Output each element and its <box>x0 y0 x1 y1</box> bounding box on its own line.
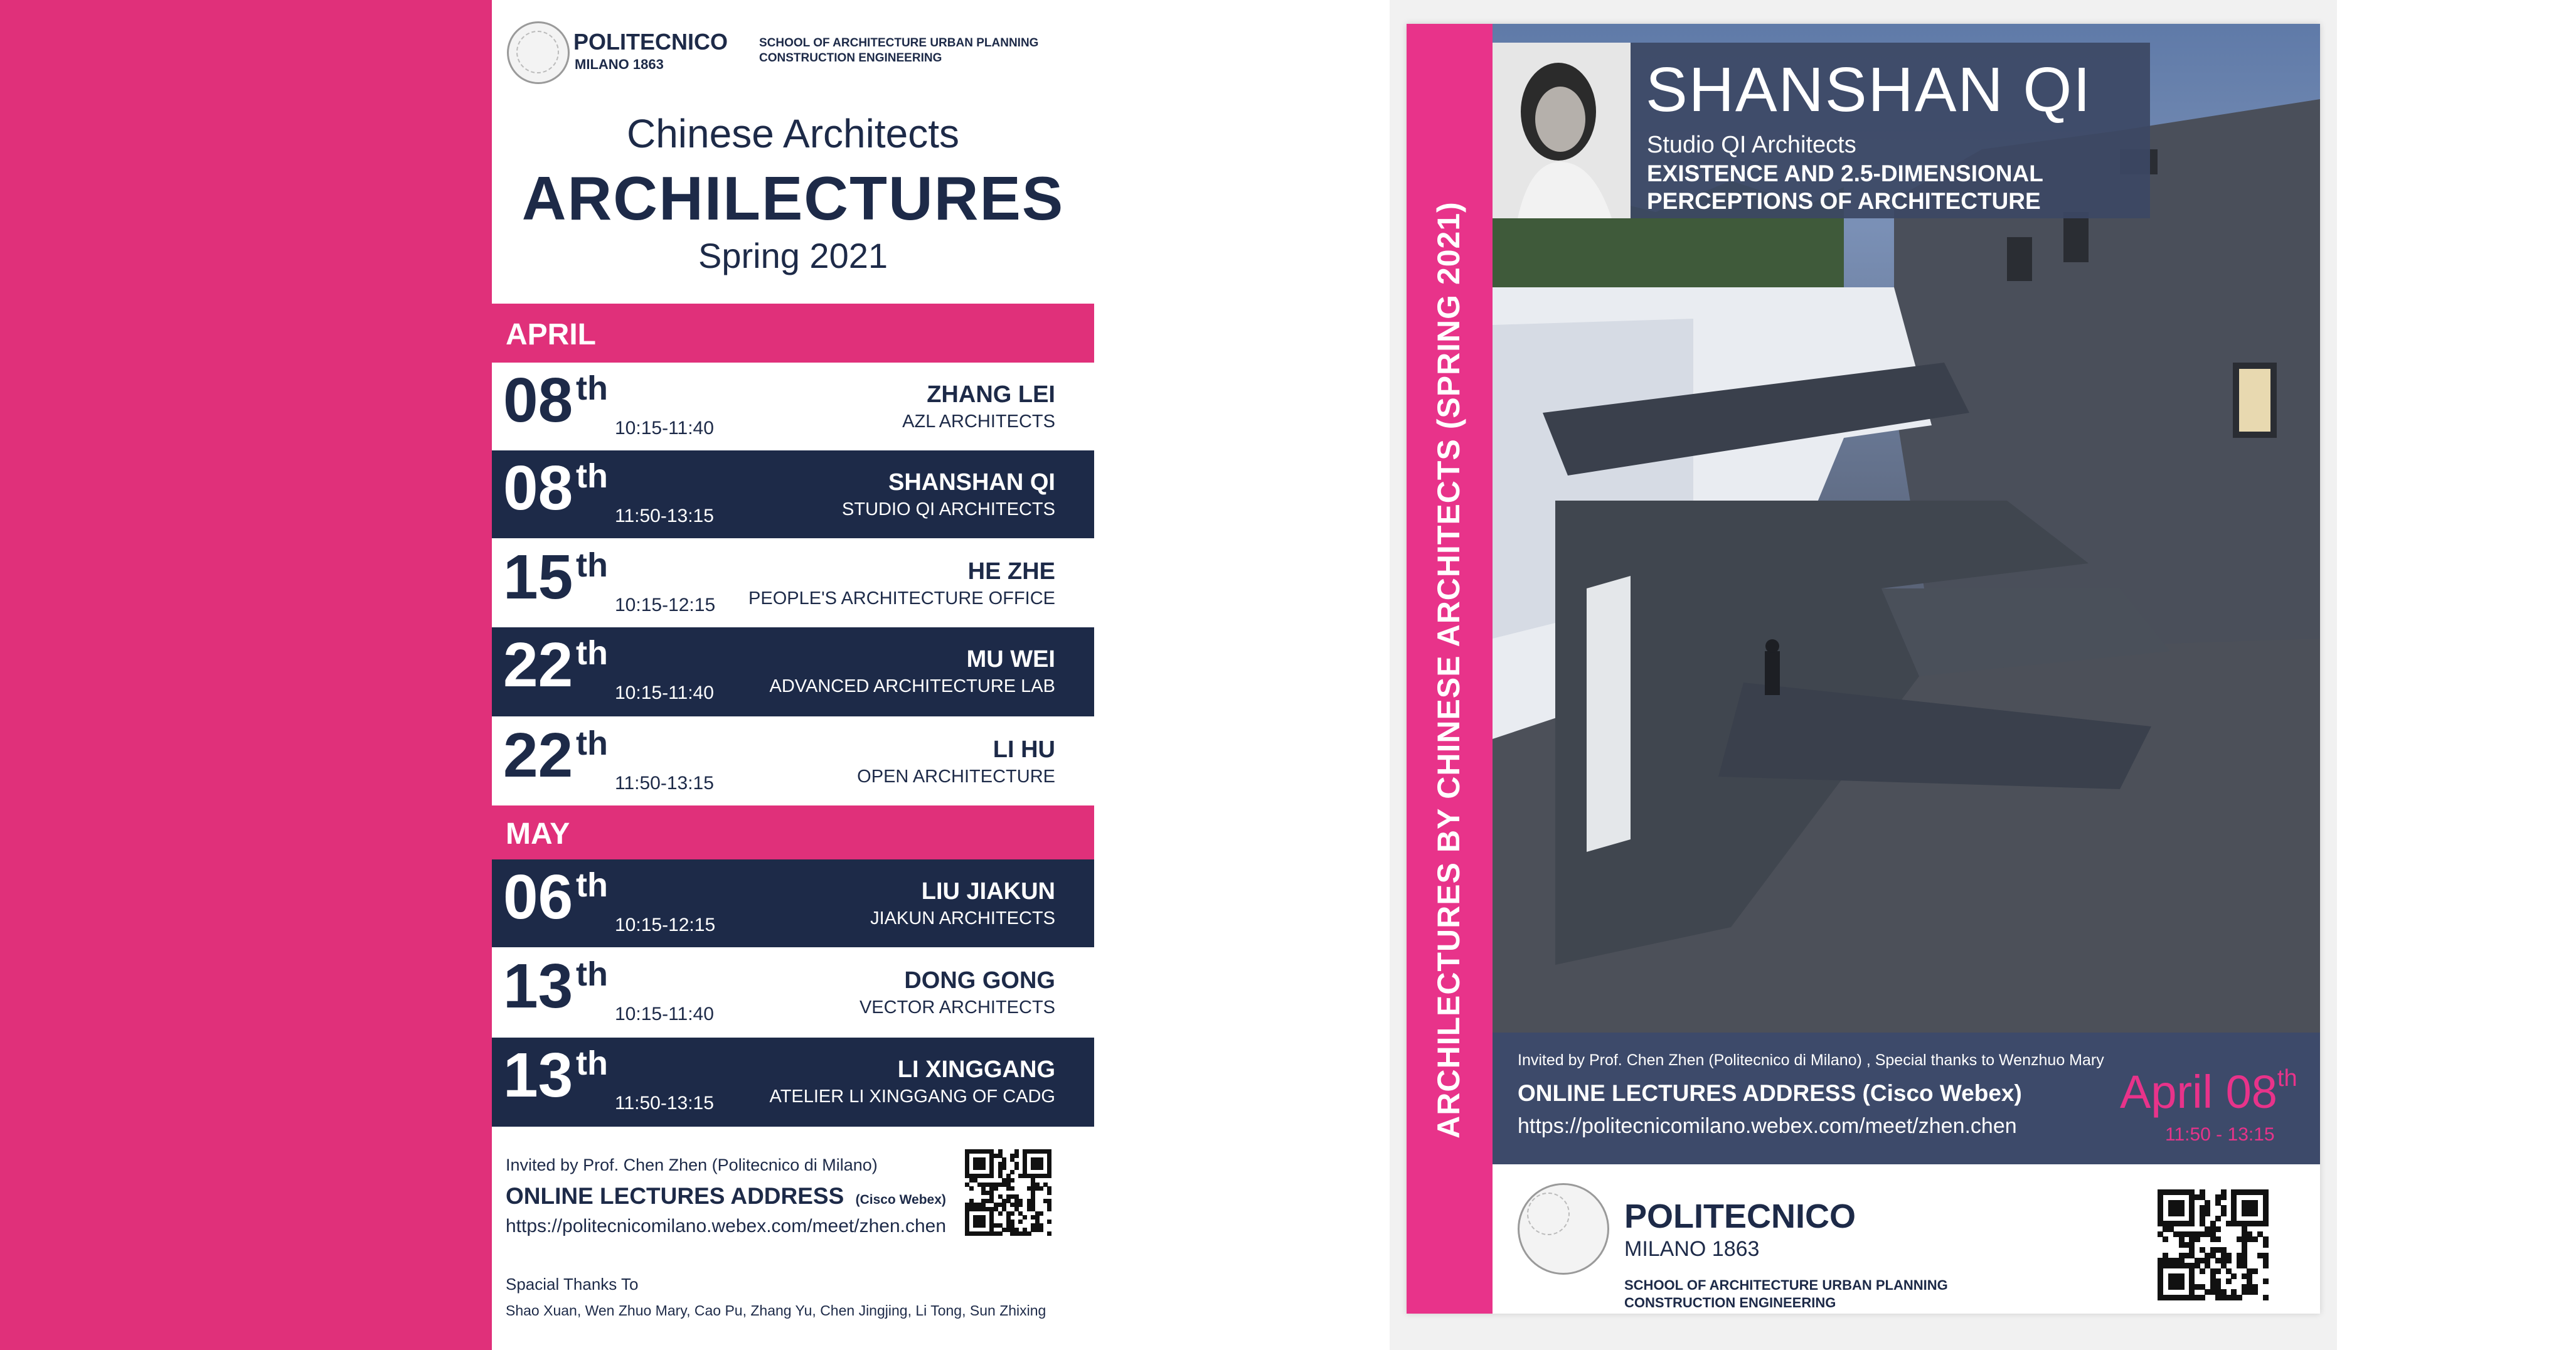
architect-firm: AZL ARCHITECTS <box>902 412 1055 432</box>
qr-module <box>2263 1221 2269 1226</box>
qr-module <box>2231 1273 2237 1279</box>
qr-module <box>2215 1216 2221 1221</box>
qr-code-icon <box>2158 1189 2268 1300</box>
lecture-day-suffix: th <box>576 634 608 672</box>
architect-name: LI HU <box>993 736 1055 763</box>
talk-title-line1: EXISTENCE AND 2.5-DIMENSIONAL <box>1647 161 2043 186</box>
qr-module <box>1039 1166 1043 1170</box>
qr-module <box>1010 1211 1014 1216</box>
qr-module <box>1018 1220 1023 1224</box>
qr-module <box>2263 1278 2269 1284</box>
month-label: MAY <box>506 817 570 851</box>
online-address-heading <box>506 1183 946 1209</box>
lecture-day: 13 <box>503 1040 573 1110</box>
month-bar-april <box>492 304 1094 363</box>
logo-name: POLITECNICO <box>1624 1198 1856 1235</box>
month-bar-may <box>492 805 1094 859</box>
speaker-title-box <box>1631 43 2150 218</box>
qr-module <box>2237 1295 2242 1300</box>
qr-module <box>1047 1191 1051 1195</box>
lecture-row <box>492 363 1094 449</box>
online-platform: (Cisco Webex) <box>855 1193 946 1207</box>
architect-firm: STUDIO QI ARCHITECTS <box>842 499 1055 519</box>
lecture-time: 10:15-11:40 <box>615 418 714 438</box>
qr-module <box>2215 1236 2221 1242</box>
lecture-day: 22 <box>503 630 573 700</box>
qr-module <box>969 1186 974 1191</box>
invited-text: Invited by Prof. Chen Zhen (Politecnico di Milano) , Special thanks to Wenzhuo Mary <box>1518 1051 2104 1069</box>
qr-module <box>1014 1166 1019 1170</box>
side-title: ARCHILECTURES BY CHINESE ARCHITECTS (SPRING 2021) <box>1431 201 1466 1139</box>
talk-title-line2: PERCEPTIONS OF ARCHITECTURE <box>1647 188 2041 214</box>
speaker-portrait <box>1493 43 1631 218</box>
lecture-date <box>2120 1065 2297 1119</box>
lecture-url-link[interactable]: https://politecnicomilano.webex.com/meet/zhen.chen <box>1518 1114 2017 1138</box>
architect-firm: ADVANCED ARCHITECTURE LAB <box>769 676 1055 696</box>
qr-module <box>1014 1154 1019 1158</box>
lecture-time: 10:15-12:15 <box>615 595 716 615</box>
lecture-row <box>492 627 1094 716</box>
qr-module <box>1039 1228 1043 1232</box>
qr-module <box>1018 1203 1023 1207</box>
lecture-day-suffix: th <box>576 369 608 407</box>
architect-name: SHANSHAN QI <box>888 469 1055 496</box>
qr-module <box>1010 1170 1014 1174</box>
lecture-time: 11:50-13:15 <box>615 773 714 794</box>
architect-name: ZHANG LEI <box>927 381 1055 408</box>
speaker-name: SHANSHAN QI <box>1646 55 2092 125</box>
qr-module <box>2179 1284 2185 1290</box>
thanks-label: Spacial Thanks To <box>506 1275 639 1294</box>
qr-module <box>994 1186 998 1191</box>
background-panel <box>0 0 492 1350</box>
architect-firm: VECTOR ARCHITECTS <box>859 997 1055 1018</box>
qr-module <box>2252 1289 2258 1295</box>
architect-firm: PEOPLE'S ARCHITECTURE OFFICE <box>748 588 1055 609</box>
qr-module <box>2252 1236 2258 1242</box>
logo-sub: MILANO 1863 <box>1624 1237 1760 1261</box>
qr-module <box>1039 1211 1043 1216</box>
qr-module <box>2195 1236 2200 1242</box>
qr-module <box>1047 1220 1051 1224</box>
school-line1: SCHOOL OF ARCHITECTURE URBAN PLANNING <box>1624 1277 1948 1293</box>
qr-module <box>2252 1268 2258 1274</box>
qr-module <box>2263 1295 2269 1300</box>
qr-module <box>2200 1295 2205 1300</box>
architect-name: MU WEI <box>966 646 1055 672</box>
qr-module <box>2189 1221 2195 1226</box>
lecture-time: 10:15-12:15 <box>615 915 716 935</box>
lecture-day-suffix: th <box>576 725 608 762</box>
qr-module <box>998 1231 1003 1236</box>
architect-name: LI XINGGANG <box>897 1056 1055 1083</box>
qr-module <box>1047 1231 1051 1236</box>
speaker-studio: Studio QI Architects <box>1647 132 1856 158</box>
qr-module <box>1023 1215 1027 1220</box>
thanks-names: Shao Xuan, Wen Zhuo Mary, Cao Pu, Zhang Yu, Chen Jingjing, Li Tong, Sun Zhixing <box>506 1302 1046 1319</box>
school-line2: CONSTRUCTION ENGINEERING <box>1624 1295 1836 1310</box>
portrait-icon <box>1493 43 1631 218</box>
qr-module <box>2205 1211 2210 1216</box>
qr-module <box>981 1223 986 1228</box>
qr-module <box>998 1211 1003 1216</box>
lecture-time: 10:15-11:40 <box>615 683 714 703</box>
lecture-day-suffix: th <box>576 546 608 584</box>
qr-module <box>2200 1268 2205 1274</box>
title-top: Chinese Architects <box>626 111 960 156</box>
qr-module <box>2215 1268 2221 1274</box>
side-band <box>1407 24 1493 1314</box>
qr-module <box>1002 1166 1006 1170</box>
lecture-row <box>492 1038 1094 1127</box>
qr-module <box>989 1174 994 1178</box>
lecture-time: 11:50 - 13:15 <box>2165 1124 2275 1145</box>
qr-module <box>2179 1211 2185 1216</box>
qr-module <box>2163 1236 2168 1242</box>
online-address-heading: ONLINE LECTURES ADDRESS (Cisco Webex) <box>1518 1080 2022 1106</box>
architect-firm: JIAKUN ARCHITECTS <box>870 908 1055 928</box>
qr-module <box>981 1166 986 1170</box>
lecture-row <box>492 539 1094 626</box>
qr-module <box>1010 1186 1014 1191</box>
lecture-schedule-poster <box>492 0 1094 1350</box>
school-line1: SCHOOL OF ARCHITECTURE URBAN PLANNING <box>759 36 1039 50</box>
lecture-row <box>492 859 1094 947</box>
lecture-day: 22 <box>503 720 573 790</box>
qr-module <box>2221 1194 2227 1200</box>
qr-module <box>2226 1258 2232 1263</box>
building-photo <box>1493 24 2320 1033</box>
qr-code-icon <box>965 1149 1051 1236</box>
qr-module <box>2263 1263 2269 1268</box>
lecture-time: 10:15-11:40 <box>615 1004 714 1024</box>
speaker-poster <box>1407 24 2320 1314</box>
school-line2: CONSTRUCTION ENGINEERING <box>759 51 942 65</box>
info-band <box>1493 1033 2320 1164</box>
lecture-day: 06 <box>503 862 573 932</box>
qr-module <box>1039 1186 1043 1191</box>
qr-module <box>1047 1207 1051 1211</box>
university-seal-icon <box>1518 1183 1609 1275</box>
lecture-url-link[interactable]: https://politecnicomilano.webex.com/meet/zhen.chen <box>506 1216 947 1236</box>
title-main: ARCHILECTURES <box>521 164 1065 233</box>
online-label: ONLINE LECTURES ADDRESS <box>506 1183 844 1209</box>
lecture-row <box>492 949 1094 1036</box>
lecture-day: 08 <box>503 453 573 523</box>
qr-module <box>1010 1178 1014 1183</box>
poster-footer <box>1493 1164 2320 1314</box>
lecture-day-suffix: th <box>576 866 608 904</box>
lecture-time: 11:50-13:15 <box>615 1093 714 1113</box>
architect-firm: OPEN ARCHITECTURE <box>857 767 1055 787</box>
lecture-row <box>492 718 1094 804</box>
logo-name: POLITECNICO <box>573 29 728 55</box>
month-label: APRIL <box>506 318 596 351</box>
lecture-date-suffix: th <box>2277 1065 2297 1092</box>
qr-module <box>2252 1211 2258 1216</box>
lecture-date-month: April 08 <box>2120 1066 2277 1118</box>
lecture-day: 15 <box>503 542 573 612</box>
qr-module <box>2215 1226 2221 1232</box>
lecture-time: 11:50-13:15 <box>615 506 714 526</box>
qr-module <box>2221 1211 2227 1216</box>
university-seal-icon <box>507 21 570 84</box>
qr-module <box>2263 1242 2269 1248</box>
title-season: Spring 2021 <box>698 236 888 275</box>
lecture-day: 08 <box>503 365 573 435</box>
qr-module <box>2226 1278 2232 1284</box>
lecture-day: 13 <box>503 951 573 1021</box>
lecture-day-suffix: th <box>576 955 608 993</box>
qr-module <box>1047 1174 1051 1178</box>
lecture-day-suffix: th <box>576 457 608 495</box>
logo-sub: MILANO 1863 <box>575 56 664 72</box>
architect-name: LIU JIAKUN <box>921 878 1055 905</box>
lecture-row <box>492 450 1094 538</box>
lecture-day-suffix: th <box>576 1044 608 1082</box>
architect-name: DONG GONG <box>904 967 1055 994</box>
invited-text: Invited by Prof. Chen Zhen (Politecnico di Milano) <box>506 1156 878 1174</box>
architect-name: HE ZHE <box>967 558 1055 585</box>
architect-firm: ATELIER LI XINGGANG OF CADG <box>769 1087 1055 1107</box>
qr-module <box>1027 1231 1031 1236</box>
